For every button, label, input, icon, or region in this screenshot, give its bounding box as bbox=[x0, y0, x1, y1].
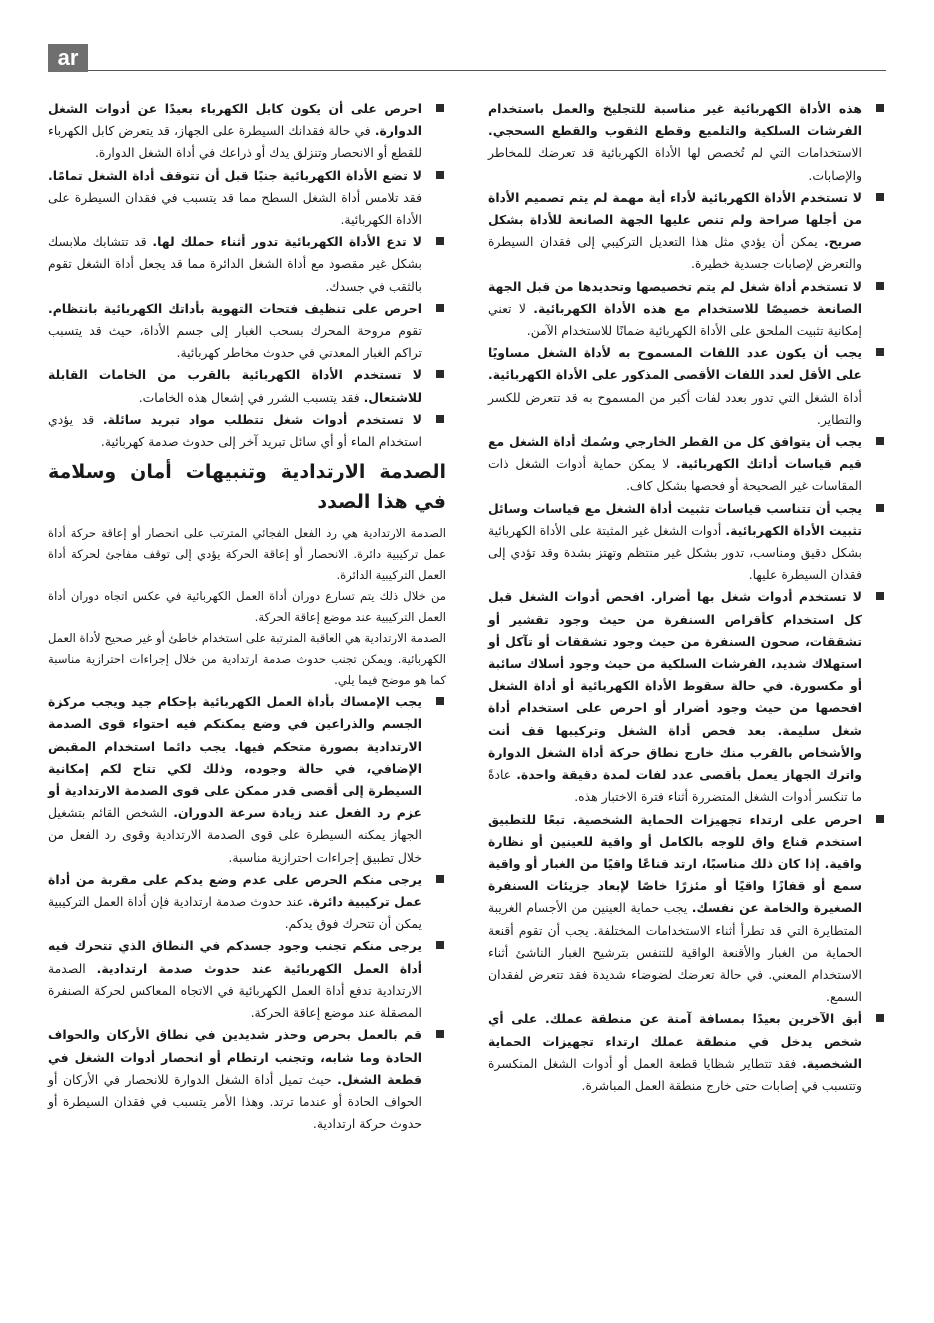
bullet-body-text: قد يؤدي استخدام الماء أو أي سائل تبريد آخر إلى حدوث صدمة كهربائية. bbox=[48, 411, 422, 450]
bullet-body-text: الصدمة الارتدادية تدفع أداة العمل الكهربائية في الاتجاه المعاكس لحركة الصنفرة المصقلة عند موضع إعاقة الحركة. bbox=[48, 960, 422, 1021]
bullet-square-icon bbox=[876, 193, 884, 201]
bullet-item bbox=[488, 809, 886, 1009]
bullet-bold-text: يرجى منكم تجنب وجود جسدكم في النطاق الذي تتحرك فيه أداة العمل الكهربائية عند حدوث صدمة ارتدادية. bbox=[48, 938, 422, 976]
bullet-bold-text: لا تستخدم أداة شغل لم يتم تخصيصها وتحديدها من قبل الجهة الصانعة خصيصًا للاستخدام مع هذه الأداة الكهربائية. bbox=[488, 278, 863, 316]
bullet-square-icon bbox=[876, 348, 884, 356]
bullet-square-icon bbox=[876, 504, 884, 512]
bullet-body-text: عادةً ما تنكسر أدوات الشغل المتضررة أثناء فترة الاختبار هذه. bbox=[488, 767, 862, 805]
bullet-bold-text: احرص على ارتداء تجهيزات الحماية الشخصية. تبعًا للتطبيق استخدم قناع واق للوجه بالكامل أو واقية للعينين أو نظارة واقية. إذا كان ذلك مناسبًا، ارتد قناعًا واقيًا من الغبار أو واقية سمع أو قفازًا واقيًا أو مئزرًا خاصًا لإبعاد جزيئات السنفرة الصغيرة والخامة عن نفسك. bbox=[488, 811, 862, 916]
bullet-bold-text: لا تستخدم الأداة الكهربائية بالقرب من الخامات القابلة للاشتعال. bbox=[48, 367, 422, 405]
bullet-square-icon bbox=[876, 1014, 884, 1022]
bullet-square-icon bbox=[436, 370, 444, 378]
bullet-item bbox=[488, 98, 886, 187]
bullet-square-icon bbox=[436, 1030, 444, 1038]
left-column bbox=[48, 98, 446, 1135]
bullet-square-icon bbox=[876, 815, 884, 823]
bullet-body-text: الشخص القائم بتشغيل الجهاز يمكنه السيطرة على قوى الصدمة الارتدادية وقوى رد الفعل من خلال تطبيق إجراءات احترازية مناسبة. bbox=[48, 805, 422, 865]
bullet-body-text: قد تتشابك ملابسك بشكل غير مقصود مع أداة الشغل الدائرة مما قد يجعل أداة الشغل تقوم بالثقب في جسدك. bbox=[48, 234, 422, 294]
bullet-square-icon bbox=[436, 171, 444, 179]
bullet-bold-text: لا تستخدم أدوات شغل تتطلب مواد تبريد سائلة. bbox=[102, 411, 422, 427]
bullet-item bbox=[488, 431, 886, 498]
bullet-body-text: يجب حماية العينين من الأجسام الغريبة المتطايرة التي قد تطرأ أثناء الاستخدامات المختلفة. يجب أن تقوم أقنعة الحماية من الغبار والأقنعة الواقية للتنفس بترشيح الغبار الناشئ أثناء الاستخدام المعني. في حالة تعرضك لضوضاء شديدة فقد تتعرض لفقدان السمع. bbox=[488, 900, 862, 1005]
bullet-item bbox=[48, 364, 446, 408]
right-column bbox=[488, 98, 886, 1097]
bullet-body-text: فقد تلامس أداة الشغل السطح مما قد يتسبب في فقدان السيطرة على الأداة الكهربائية. bbox=[48, 189, 422, 228]
bullet-body-text: في حالة فقدانك السيطرة على الجهاز، قد يتعرض كابل الكهرباء للقطع أو الانحصار وتنزلق يدك أو ذراعك في أداة الشغل الدوارة. bbox=[48, 123, 422, 161]
bullet-square-icon bbox=[436, 941, 444, 949]
bullet-square-icon bbox=[436, 104, 444, 112]
bullet-bold-text: قم بالعمل بحرص وحذر شديدين في نطاق الأركان والحواف الحادة وما شابه، وتجنب ارتطام أو انحصار أدوات الشغل في قطعة الشغل. bbox=[48, 1027, 422, 1087]
bullet-bold-text: لا تستخدم أدوات شغل بها أضرار. افحص أدوات الشغل قبل كل استخدام كأقراص السنفرة من حيث وجود تقشير أو تشققات، صحون السنفرة من حيث وجود تشققات أو تآكل أو استهلاك شديد، الفرشات السلكية من حيث وجود أسلاك سائبة أو مكسورة. في حالة سقوط الأداة الكهربائية أو أداة الشغل افحصها من حيث وجود أضرار أو احرص على استخدام أداة شغل سليمة. بعد فحص أداة الشغل وتركيبها قف أنت والأشخاص بالقرب منك خارج نطاق حركة أداة الشغل الدوارة واترك الجهاز يعمل بأقصى عدد لفات لمدة دقيقة واحدة. bbox=[488, 589, 862, 783]
page-header bbox=[48, 44, 886, 74]
language-tag: ar bbox=[48, 44, 88, 72]
bullet-square-icon bbox=[876, 104, 884, 112]
bullet-square-icon bbox=[876, 592, 884, 600]
bullet-item bbox=[48, 298, 446, 365]
bullet-body-text: لا يمكن حماية أدوات الشغل ذات المقاسات غير الصحيحة أو فحصها بشكل كاف. bbox=[488, 456, 862, 494]
section-heading: الصدمة الارتدادية وتنبيهات أمان وسلامة في هذا الصدد bbox=[48, 461, 446, 514]
bullet-body-text: تقوم مروحة المحرك بسحب الغبار إلى جسم الأداة، حيث قد يتسبب تراكم الغبار المعدني في حدوث مخاطر كهربائية. bbox=[48, 323, 422, 361]
bullet-body-text: أدوات الشغل غير المثبتة على الأداة الكهربائية بشكل دقيق ومناسب، تدور بشكل غير منتظم وتهتز بشدة وقد تؤدي إلى فقدان السيطرة عليها. bbox=[488, 522, 862, 583]
bullet-square-icon bbox=[436, 697, 444, 705]
bullet-item bbox=[48, 869, 446, 936]
bullet-bold-text: هذه الأداة الكهربائية غير مناسبة للتجليخ والعمل باستخدام الفرشات السلكية والتلميع وقطع الثقوب والقطع السحجي. bbox=[488, 101, 862, 139]
bullet-body-text: الاستخدامات التي لم تُخصص لها الأداة الكهربائية قد تعرضك للمخاطر والإصابات. bbox=[488, 145, 862, 183]
bullet-body-text: حيث تميل أداة الشغل الدوارة للانحصار في الأركان أو الحواف الحادة أو عندما ترتد. وهذا الأمر يتسبب في فقدان السيطرة أو حدوث حركة ارتدادية. bbox=[48, 1071, 422, 1132]
bullet-bold-text: لا تستخدم الأداة الكهربائية لأداء أية مهمة لم يتم تصميم الأداة من أجلها صراحة ولم تنص عليها الجهة الصانعة للأداة بشكل صريح. bbox=[488, 189, 862, 250]
bullet-bold-text: يجب أن يكون عدد اللفات المسموح به لأداة الشغل مساويًا على الأقل لعدد اللفات الأقصى المذكور على الأداة الكهربائية. bbox=[488, 345, 862, 383]
bullet-bold-text: لا تضع الأداة الكهربائية جنبًا قبل أن تتوقف أداة الشغل تمامًا. bbox=[48, 167, 422, 183]
bullet-square-icon bbox=[876, 437, 884, 445]
bullet-item bbox=[488, 276, 886, 343]
bullet-bold-text: احرص على أن يكون كابل الكهرباء بعيدًا عن أدوات الشغل الدوارة. bbox=[48, 101, 422, 139]
bullet-bold-text: أبق الآخرين بعيدًا بمسافة آمنة عن منطقة عملك. على أي شخص يدخل في منطقة عملك ارتداء تجهيزات الحماية الشخصية. bbox=[488, 1011, 862, 1071]
bullet-bold-text: لا تدع الأداة الكهربائية تدور أثناء حملك لها. bbox=[152, 234, 422, 250]
bullet-item bbox=[48, 691, 446, 869]
bullet-item bbox=[48, 1024, 446, 1135]
bullet-item bbox=[488, 1008, 886, 1097]
bullet-body-text: لا تعني إمكانية تثبيت الملحق على الأداة الكهربائية ضمانًا للاستخدام الآمن. bbox=[488, 300, 862, 339]
bullet-bold-text: يجب أن يتوافق كل من القطر الخارجي وسُمك أداة الشغل مع قيم قياسات أداتك الكهربائية. bbox=[488, 434, 862, 472]
bullet-item bbox=[48, 165, 446, 232]
bullet-item bbox=[488, 187, 886, 276]
bullet-body-text: أداة الشغل التي تدور بعدد لفات أكبر من المسموح به قد تتعرض للكسر والتطاير. bbox=[488, 389, 862, 427]
bullet-item bbox=[48, 98, 446, 165]
bullet-item bbox=[48, 935, 446, 1024]
paragraph: الصدمة الارتدادية هي رد الفعل الفجائي المترتب على انحصار أو إعاقة حركة أداة عمل تركيبية دائرة. الانحصار أو إعاقة الحركة يؤدي إلى توقف مفاجئ لحركة أداة العمل التركيبية الدائرة. bbox=[48, 526, 446, 583]
bullet-bold-text: احرص على تنظيف فتحات التهوية بأداتك الكهربائية بانتظام. bbox=[48, 300, 422, 316]
bullet-bold-text: يجب أن تتناسب قياسات تثبيت أداة الشغل مع قياسات وسائل تثبيت الأداة الكهربائية. bbox=[488, 500, 862, 538]
bullet-square-icon bbox=[436, 875, 444, 883]
bullet-body-text: يمكن أن يؤدي مثل هذا التعديل التركيبي إلى فقدان السيطرة والتعرض لإصابات جسدية خطيرة. bbox=[488, 234, 862, 272]
paragraph: من خلال ذلك يتم تسارع دوران أداة العمل الكهربائية في عكس اتجاه دوران أداة العمل التركيبية عند موضع إعاقة الحركة. bbox=[48, 589, 446, 625]
bullet-item bbox=[488, 498, 886, 587]
bullet-square-icon bbox=[436, 304, 444, 312]
bullet-body-text: فقد تتطاير شظايا قطعة العمل أو أدوات الشغل المنكسرة وتتسبب في إصابات حتى خارج منطقة العمل المباشرة. bbox=[488, 1055, 862, 1093]
paragraph: الصدمة الارتدادية هي العاقبة المترتبة على استخدام خاطئ أو غير صحيح لأداة العمل الكهربائية. ويمكن تجنب حدوث صدمة ارتدادية من خلال إجراءات احترازية مناسبة كما هو موضح فيما يلي. bbox=[48, 631, 446, 688]
bullet-item bbox=[48, 231, 446, 298]
bullet-body-text: فقد يتسبب الشرر في إشعال هذه الخامات. bbox=[138, 389, 364, 405]
bullet-bold-text: يجب الإمساك بأداة العمل الكهربائية بإحكام جيد ويجب مركزة الجسم والذراعين في وضع يمكنكم فيه احتواء قوى الصدمة الارتدادية بصورة متحكم فيها. يجب دائما استخدام المقبض الإضافي، في حالة وجوده، وذلك لكي تتاح لكم إمكانية السيطرة إلى أقصى قدر ممكن على قوى الصدمة الارتدادية أو عزم رد الفعل عند زيادة سرعة الدوران. bbox=[48, 694, 422, 821]
bullet-square-icon bbox=[876, 282, 884, 290]
header-rule bbox=[88, 70, 886, 71]
bullet-square-icon bbox=[436, 415, 444, 423]
bullet-item bbox=[488, 586, 886, 808]
bullet-item bbox=[48, 409, 446, 453]
bullet-body-text: عند حدوث صدمة ارتدادية فإن أداة العمل التركيبية يمكن أن تتحرك فوق يدكم. bbox=[48, 894, 422, 932]
bullet-bold-text: يرجى منكم الحرص على عدم وضع يدكم على مقربة من أداة عمل تركيبية دائرة. bbox=[48, 871, 422, 910]
bullet-square-icon bbox=[436, 237, 444, 245]
bullet-item bbox=[488, 342, 886, 431]
